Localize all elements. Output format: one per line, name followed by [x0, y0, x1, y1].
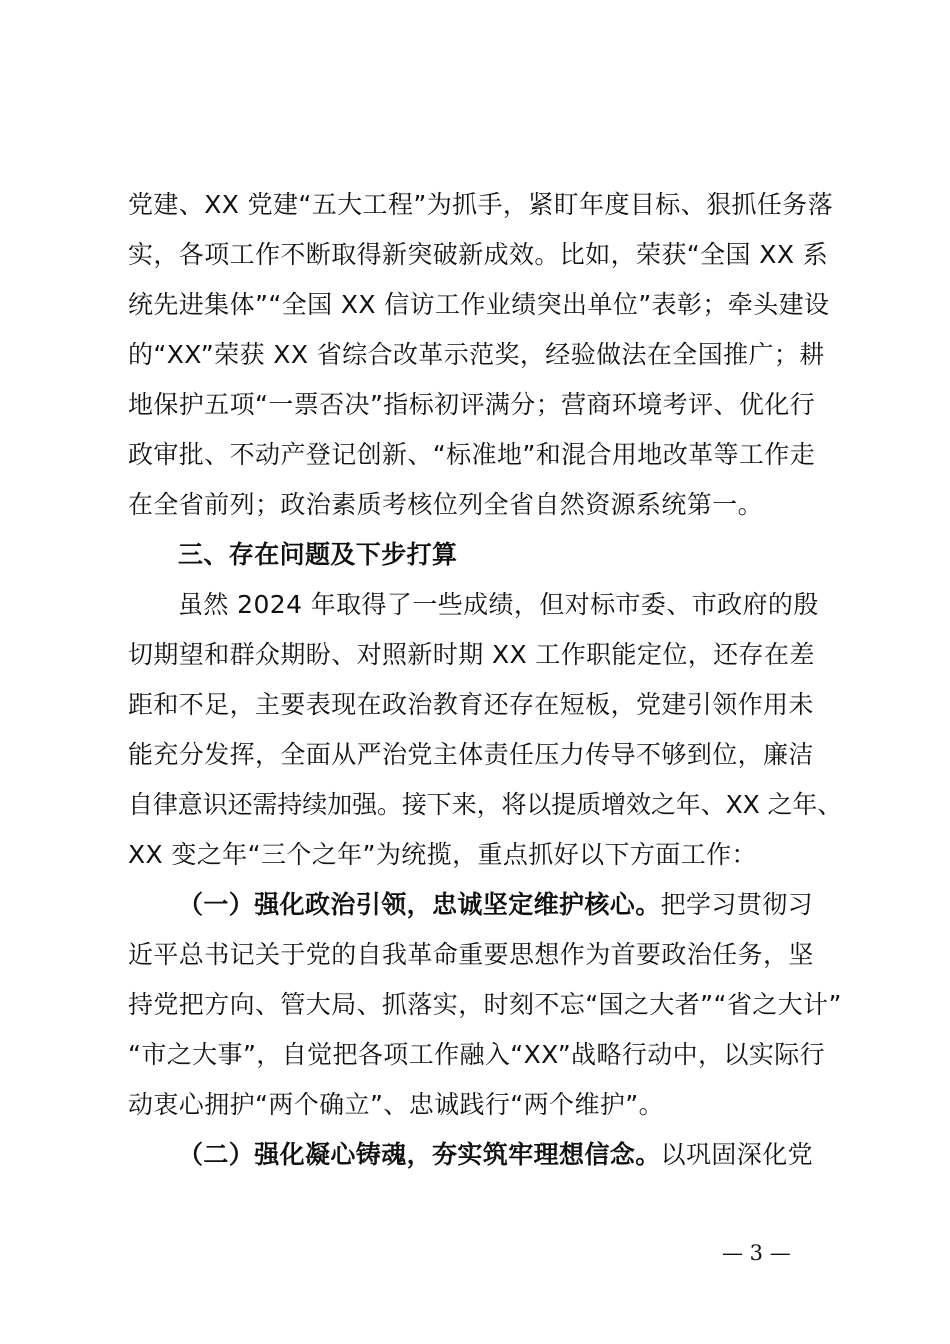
body-line: 统先进集体”“全国 XX 信访工作业绩突出单位”表彰；牵头建设	[128, 290, 830, 319]
section-heading: 三、存在问题及下步打算	[178, 540, 458, 569]
page-number: — 3 —	[722, 1241, 791, 1265]
body-line: 动衷心拥护“两个确立”、忠诚践行“两个维护”。	[128, 1090, 665, 1119]
body-line: 虽然 2024 年取得了一些成绩，但对标市委、市政府的殷	[178, 590, 819, 619]
subsection-heading: （一）强化政治引领，忠诚坚定维护核心。	[178, 890, 661, 919]
body-line: 党建、XX 党建“五大工程”为抓手，紧盯年度目标、狠抓任务落	[128, 190, 834, 219]
subsection-text: 以巩固深化党	[660, 1140, 814, 1169]
body-line: 自律意识还需持续加强。接下来，将以提质增效之年、XX 之年、	[128, 790, 843, 819]
body-line: 在全省前列；政治素质考核位列全省自然资源系统第一。	[128, 490, 764, 519]
body-line: 实，各项工作不断取得新突破新成效。比如，荣获“全国 XX 系	[128, 240, 829, 269]
body-line: 距和不足，主要表现在政治教育还存在短板，党建引领作用未	[128, 690, 814, 719]
body-line: 的“XX”荣获 XX 省综合改革示范奖，经验做法在全国推广；耕	[128, 340, 825, 369]
body-line: 地保护五项“一票否决”指标初评满分；营商环境考评、优化行	[128, 390, 816, 419]
body-line: “市之大事”，自觉把各项工作融入“XX”战略行动中，以实际行	[128, 1040, 826, 1069]
body-line: 能充分发挥，全面从严治党主体责任压力传导不够到位，廉洁	[128, 740, 814, 769]
body-line: 近平总书记关于党的自我革命重要思想作为首要政治任务，坚	[128, 940, 814, 969]
subsection-line	[178, 1140, 813, 1170]
body-line: 切期望和群众期盼、对照新时期 XX 工作职能定位，还存在差	[128, 640, 815, 669]
body-line: XX 变之年“三个之年”为统揽，重点抓好以下方面工作：	[128, 840, 757, 869]
subsection-heading: （二）强化凝心铸魂，夯实筑牢理想信念。	[178, 1140, 661, 1169]
body-line: 政审批、不动产登记创新、“标准地”和混合用地改革等工作走	[128, 440, 816, 469]
body-line: 持党把方向、管大局、抓落实，时刻不忘“国之大者”“省之大计”	[128, 990, 842, 1019]
subsection-line	[178, 890, 813, 920]
subsection-text: 把学习贯彻习	[660, 890, 814, 919]
